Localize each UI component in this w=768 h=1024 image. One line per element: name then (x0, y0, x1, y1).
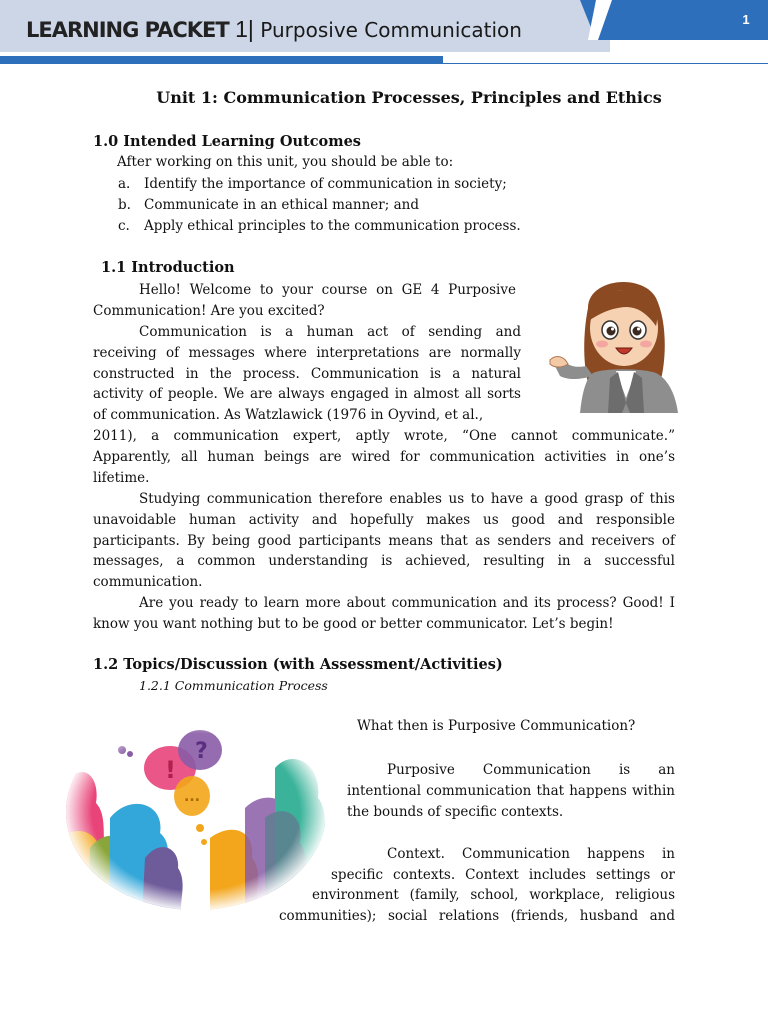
purposive-definition (347, 760, 675, 822)
header-rule-thin (0, 63, 768, 64)
context-line-1: Context. Communication happens in (387, 846, 675, 862)
subject-name: Purposive Communication (260, 18, 522, 42)
outcome-item (118, 176, 507, 192)
outcomes-heading: 1.0 Intended Learning Outcomes (93, 133, 361, 150)
header-rule-thick (0, 56, 443, 63)
outcomes-intro: After working on this unit, you should be able to: (117, 154, 454, 170)
outcome-text: Communicate in an ethical manner; and (144, 197, 419, 213)
definition-text: Purposive Communication is an intentional communication that happens within the bounds of specific contexts. (347, 762, 675, 820)
people-speech-bubbles-icon (60, 708, 332, 916)
intro-paragraph-2: Communication is a human act of sending and receiving of messages where interpretations are normally constructed in the process. Communication is a natural activity of people. We are always engaged in almost all sorts of communication. As Watzlawick (1976 in Oyvind, et al., (93, 324, 521, 424)
introduction-heading: 1.1 Introduction (101, 259, 235, 276)
context-line-3: environment (family, school, workplace, religious (312, 887, 675, 903)
intro-paragraph-2-cont: 2011), a communication expert, aptly wrote, “One cannot communicate.” Apparently, all human beings are wired for communication activities in one’s lifetime. (93, 428, 675, 486)
outcome-marker: c. (118, 218, 130, 234)
outcome-text: Identify the importance of communication in society; (144, 176, 507, 192)
header-separator: | (247, 16, 254, 42)
topics-subheading: 1.2.1 Communication Process (139, 678, 328, 693)
packet-label: LEARNING PACKET (26, 18, 229, 42)
topics-heading: 1.2 Topics/Discussion (with Assessment/Activities) (93, 656, 503, 673)
unit-title: Unit 1: Communication Processes, Principles and Ethics (156, 88, 662, 107)
purposive-question: What then is Purposive Communication? (357, 718, 636, 734)
packet-number: 1 (235, 16, 248, 42)
outcome-marker: a. (118, 176, 131, 192)
intro-paragraph-4: Are you ready to learn more about communication and its process? Good! I know you want nothing but to be good or better communicator. Let’s begin! (93, 595, 675, 632)
outcome-item (118, 218, 521, 234)
outcome-item (118, 197, 419, 213)
header-title (26, 16, 522, 43)
page-number: 1 (742, 12, 750, 27)
intro-paragraph-3: Studying communication therefore enables us to have a good grasp of this unavoidable human activity and hopefully makes us good and responsible participants. By being good participants means that as senders and receivers of messages, a common understanding is achieved, resulting in a successful communication. (93, 491, 675, 591)
intro-paragraph-1: Hello! Welcome to your course on GE 4 Purposive Communication! Are you excited? (93, 282, 516, 319)
outcome-text: Apply ethical principles to the communication process. (144, 218, 521, 234)
teacher-cartoon-icon (548, 268, 683, 413)
context-line-4: communities); social relations (friends, husband and (279, 908, 675, 924)
outcome-marker: b. (118, 197, 131, 213)
context-line-2: specific contexts. Context includes settings or (331, 867, 675, 883)
